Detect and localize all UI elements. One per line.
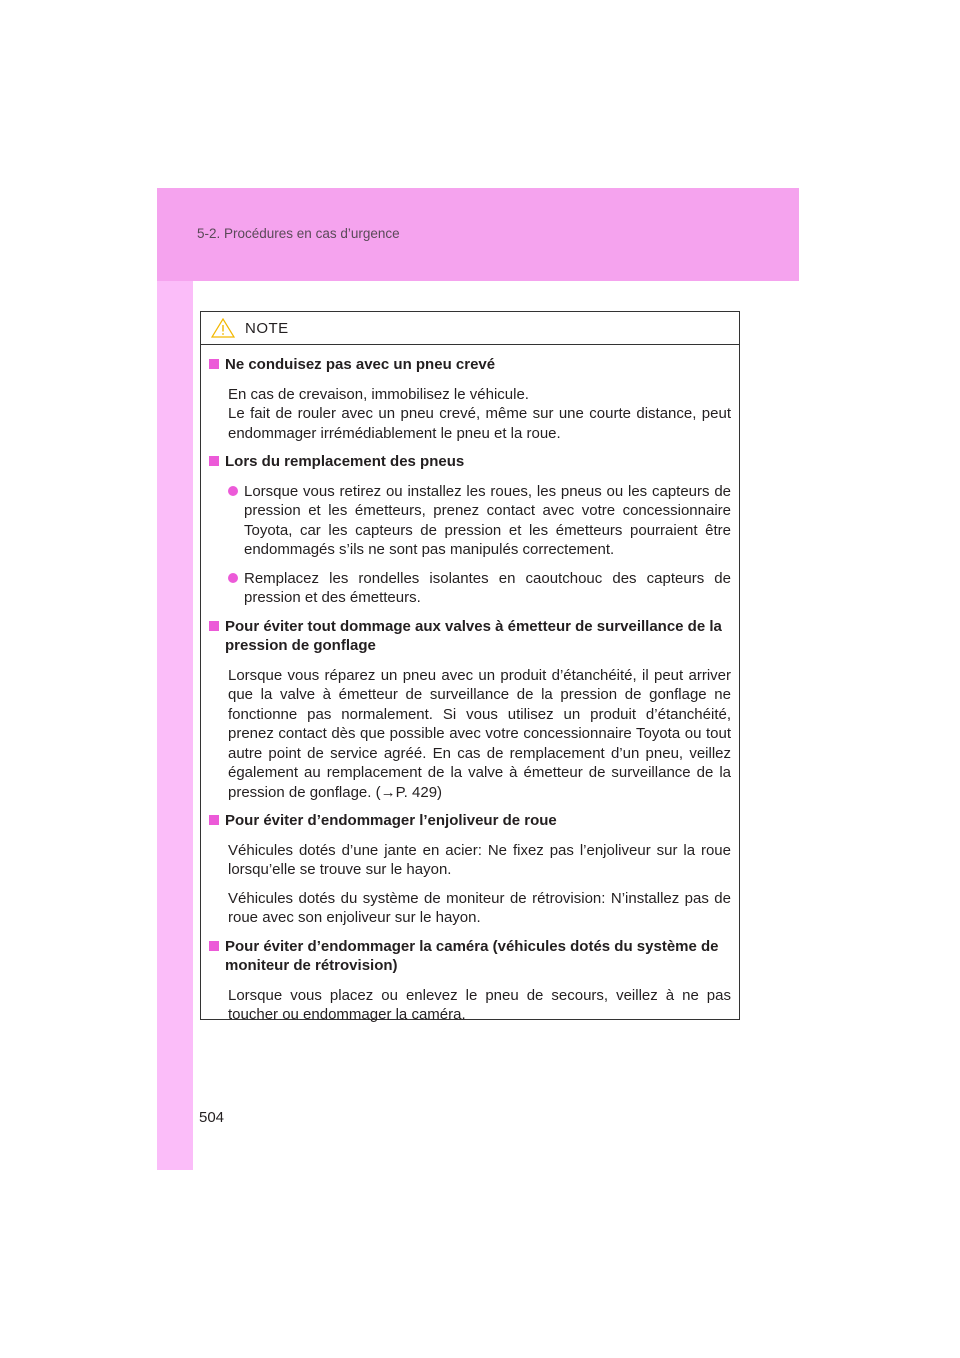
note-box <box>200 311 740 1023</box>
paragraph: Lorsque vous placez ou enlevez le pneu de secours, veillez à ne pas toucher ou endommager la caméra. <box>228 986 731 1023</box>
bullet-item <box>228 569 731 608</box>
note-section <box>209 452 731 608</box>
section-heading <box>209 617 731 656</box>
warning-triangle-icon <box>211 318 235 338</box>
circle-bullet-icon <box>228 573 238 583</box>
section-heading-text: Lors du remplacement des pneus <box>225 453 465 470</box>
note-section <box>209 937 731 1025</box>
section-heading-text: Pour éviter d’endommager l’enjoliveur de roue <box>225 812 557 829</box>
section-heading-text: Ne conduisez pas avec un pneu crevé <box>225 356 496 373</box>
bullet-item <box>228 482 731 560</box>
section-heading <box>209 355 731 375</box>
square-bullet-icon <box>209 941 219 951</box>
note-header <box>201 312 739 345</box>
section-heading-text: Pour éviter d’endommager la caméra (véhicules dotés du système de moniteur de rétrovision) <box>225 937 719 974</box>
paragraph: En cas de crevaison, immobilisez le véhicule. Le fait de rouler avec un pneu crevé, même sur une courte distance, peut endommager irrémédiablement le pneu et la roue. <box>228 385 731 442</box>
section-heading <box>209 452 731 472</box>
section-title: 5-2. Procédures en cas d’urgence <box>197 226 400 241</box>
note-title: NOTE <box>245 319 289 337</box>
square-bullet-icon <box>209 456 219 466</box>
note-section <box>209 617 731 803</box>
section-heading <box>209 937 731 976</box>
note-section <box>209 811 731 928</box>
page-number: 504 <box>199 1109 225 1126</box>
paragraph: Lorsque vous réparez un pneu avec un produit d’étanchéité, il peut arriver que la valve à émetteur de surveillance de la pression de gonflage ne fonctionne pas normalement. Si vous utilisez un produit d’étanchéité, prenez contact dès que possible avec votre concessionnaire Toyota ou tout autre point de service agréé. En cas de remplacement d’un pneu, veillez également au remplacement de la valve à émetteur de surveillance de la pression de gonflage. (→P. 429) <box>228 666 731 801</box>
section-heading <box>209 811 731 831</box>
bullet-text: Lorsque vous retirez ou installez les roues, les pneus ou les capteurs de pression et les émetteurs, prenez contact avec votre concessionnaire Toyota, car les capteurs de pression et les émetteurs pourraient être endommagés s’ils ne sont pas manipulés correctement. <box>244 482 731 558</box>
note-section <box>209 355 731 443</box>
side-color-band <box>157 188 193 1170</box>
paragraph: Véhicules dotés du système de moniteur de rétrovision: N’installez pas de roue avec son enjoliveur sur le hayon. <box>228 889 731 926</box>
paragraph: Véhicules dotés d’une jante en acier: Ne fixez pas l’enjoliveur sur la roue lorsqu’elle se trouve sur le hayon. <box>228 841 731 878</box>
section-heading-text: Pour éviter tout dommage aux valves à émetteur de surveillance de la pression de gonflage <box>225 617 722 654</box>
circle-bullet-icon <box>228 486 238 496</box>
note-body <box>201 345 739 1025</box>
bullet-text: Remplacez les rondelles isolantes en caoutchouc des capteurs de pression et des émetteurs. <box>244 569 731 606</box>
square-bullet-icon <box>209 815 219 825</box>
square-bullet-icon <box>209 621 219 631</box>
square-bullet-icon <box>209 359 219 369</box>
